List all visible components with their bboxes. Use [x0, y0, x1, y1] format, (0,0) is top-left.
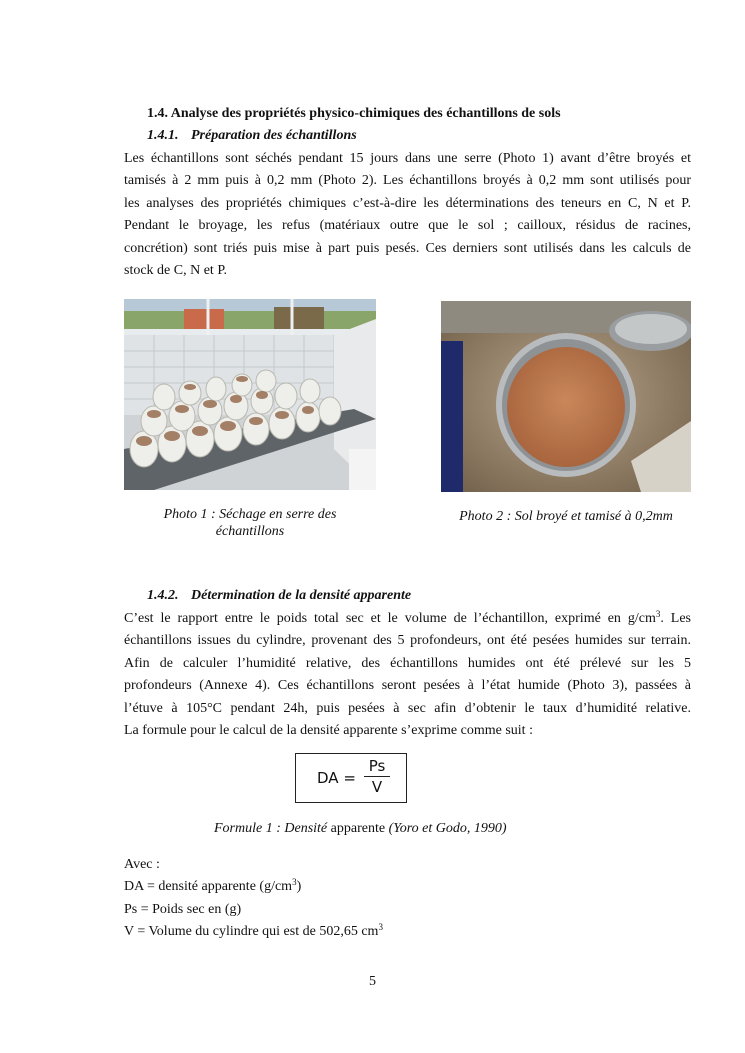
sieved-soil-image: [441, 301, 691, 492]
definitions-intro: Avec :: [124, 857, 160, 872]
density-formula-box: [295, 753, 407, 803]
definition-text: DA = densité apparente (g/cm: [124, 879, 293, 894]
photo2-caption: Photo 2 : Sol broyé et tamisé à 0,2mm: [459, 509, 673, 524]
paragraph-line: stock de C, N et P.: [124, 263, 228, 279]
paragraph-line: l’étuve à 105°C pendant 24h, puis pesées à sec afin d’obtenir le taux d’humidité relative.: [124, 700, 691, 716]
paragraph-line: échantillons issues du cylindre, provenant des 5 profondeurs, ont été pesées humides sur terrain.: [124, 633, 691, 649]
formula-caption-label: Formule 1 : Densité: [214, 821, 328, 836]
greenhouse-drying-image: [124, 299, 376, 490]
section-heading: 1.4. Analyse des propriétés physico-chimiques des échantillons de sols: [147, 106, 561, 121]
subsection-title: Détermination de la densité apparente: [191, 588, 412, 603]
paragraph-line: les analyses des propriétés chimiques c’est-à-dire les déterminations des teneurs en C, N et P.: [124, 195, 691, 211]
formula-caption-text: apparente: [327, 821, 389, 836]
formula-denominator: V: [371, 778, 383, 796]
definition-da: [124, 879, 301, 895]
superscript: 3: [655, 609, 661, 619]
paragraph-line: concrétion) sont triés puis mise à part puis pesés. Ces derniers sont utilisés dans les calculs de: [124, 240, 691, 256]
line-text: . Les: [660, 611, 691, 626]
photo1-caption: [140, 506, 360, 540]
subsection-number: 1.4.1.: [147, 128, 179, 143]
paragraph-line: profondeurs (Annexe 4). Ces échantillons seront pesées à l’état humide (Photo 3), passées à: [124, 678, 691, 694]
definition-v: [124, 924, 383, 940]
subsection-heading-preparation: [147, 128, 357, 144]
formula-caption: [214, 821, 507, 837]
paragraph-line: tamisés à 2 mm puis à 0,2 mm (Photo 2). Les échantillons broyés à 0,2 mm sont utilisés pour: [124, 173, 691, 189]
paragraph-line: La formule pour le calcul de la densité apparente s’exprime comme suit :: [124, 723, 533, 739]
paragraph-line: Afin de calculer l’humidité relative, des échantillons humides ont été prélevé sur les 5: [124, 655, 691, 671]
photo-greenhouse-drying: [124, 299, 376, 490]
paragraph-line: Pendant le broyage, les refus (matériaux outre que le sol ; cailloux, résidus de racines,: [124, 218, 691, 234]
photo1-caption-line: échantillons: [215, 524, 285, 539]
paragraph-line: Les échantillons sont séchés pendant 15 jours dans une serre (Photo 1) avant d’être broyés et: [124, 151, 691, 166]
definition-ps: Ps = Poids sec en (g): [124, 902, 242, 917]
definition-text: ): [296, 879, 302, 894]
formula-caption-source: (Yoro et Godo, 1990): [388, 821, 507, 836]
subsection-number: 1.4.2.: [147, 588, 179, 603]
line-text: C’est le rapport entre le poids total sec et le volume de l’échantillon, exprimé en g/cm: [124, 611, 656, 626]
subsection-heading-density: [147, 588, 411, 604]
formula-lhs: DA =: [317, 769, 356, 787]
photo-sieved-soil: [441, 301, 691, 492]
superscript: 3: [378, 922, 383, 932]
preparation-paragraph: [124, 148, 691, 282]
density-paragraph: [124, 608, 691, 742]
paragraph-line: [124, 608, 691, 630]
formula-numerator: Ps: [364, 757, 390, 777]
subsection-title: Préparation des échantillons: [191, 128, 357, 143]
page-number: 5: [369, 974, 376, 989]
superscript: 3: [292, 877, 297, 887]
photo1-caption-line: Photo 1 : Séchage en serre des: [163, 507, 337, 522]
formula-fraction: [364, 757, 390, 796]
definition-text: V = Volume du cylindre qui est de 502,65 cm: [124, 924, 379, 939]
